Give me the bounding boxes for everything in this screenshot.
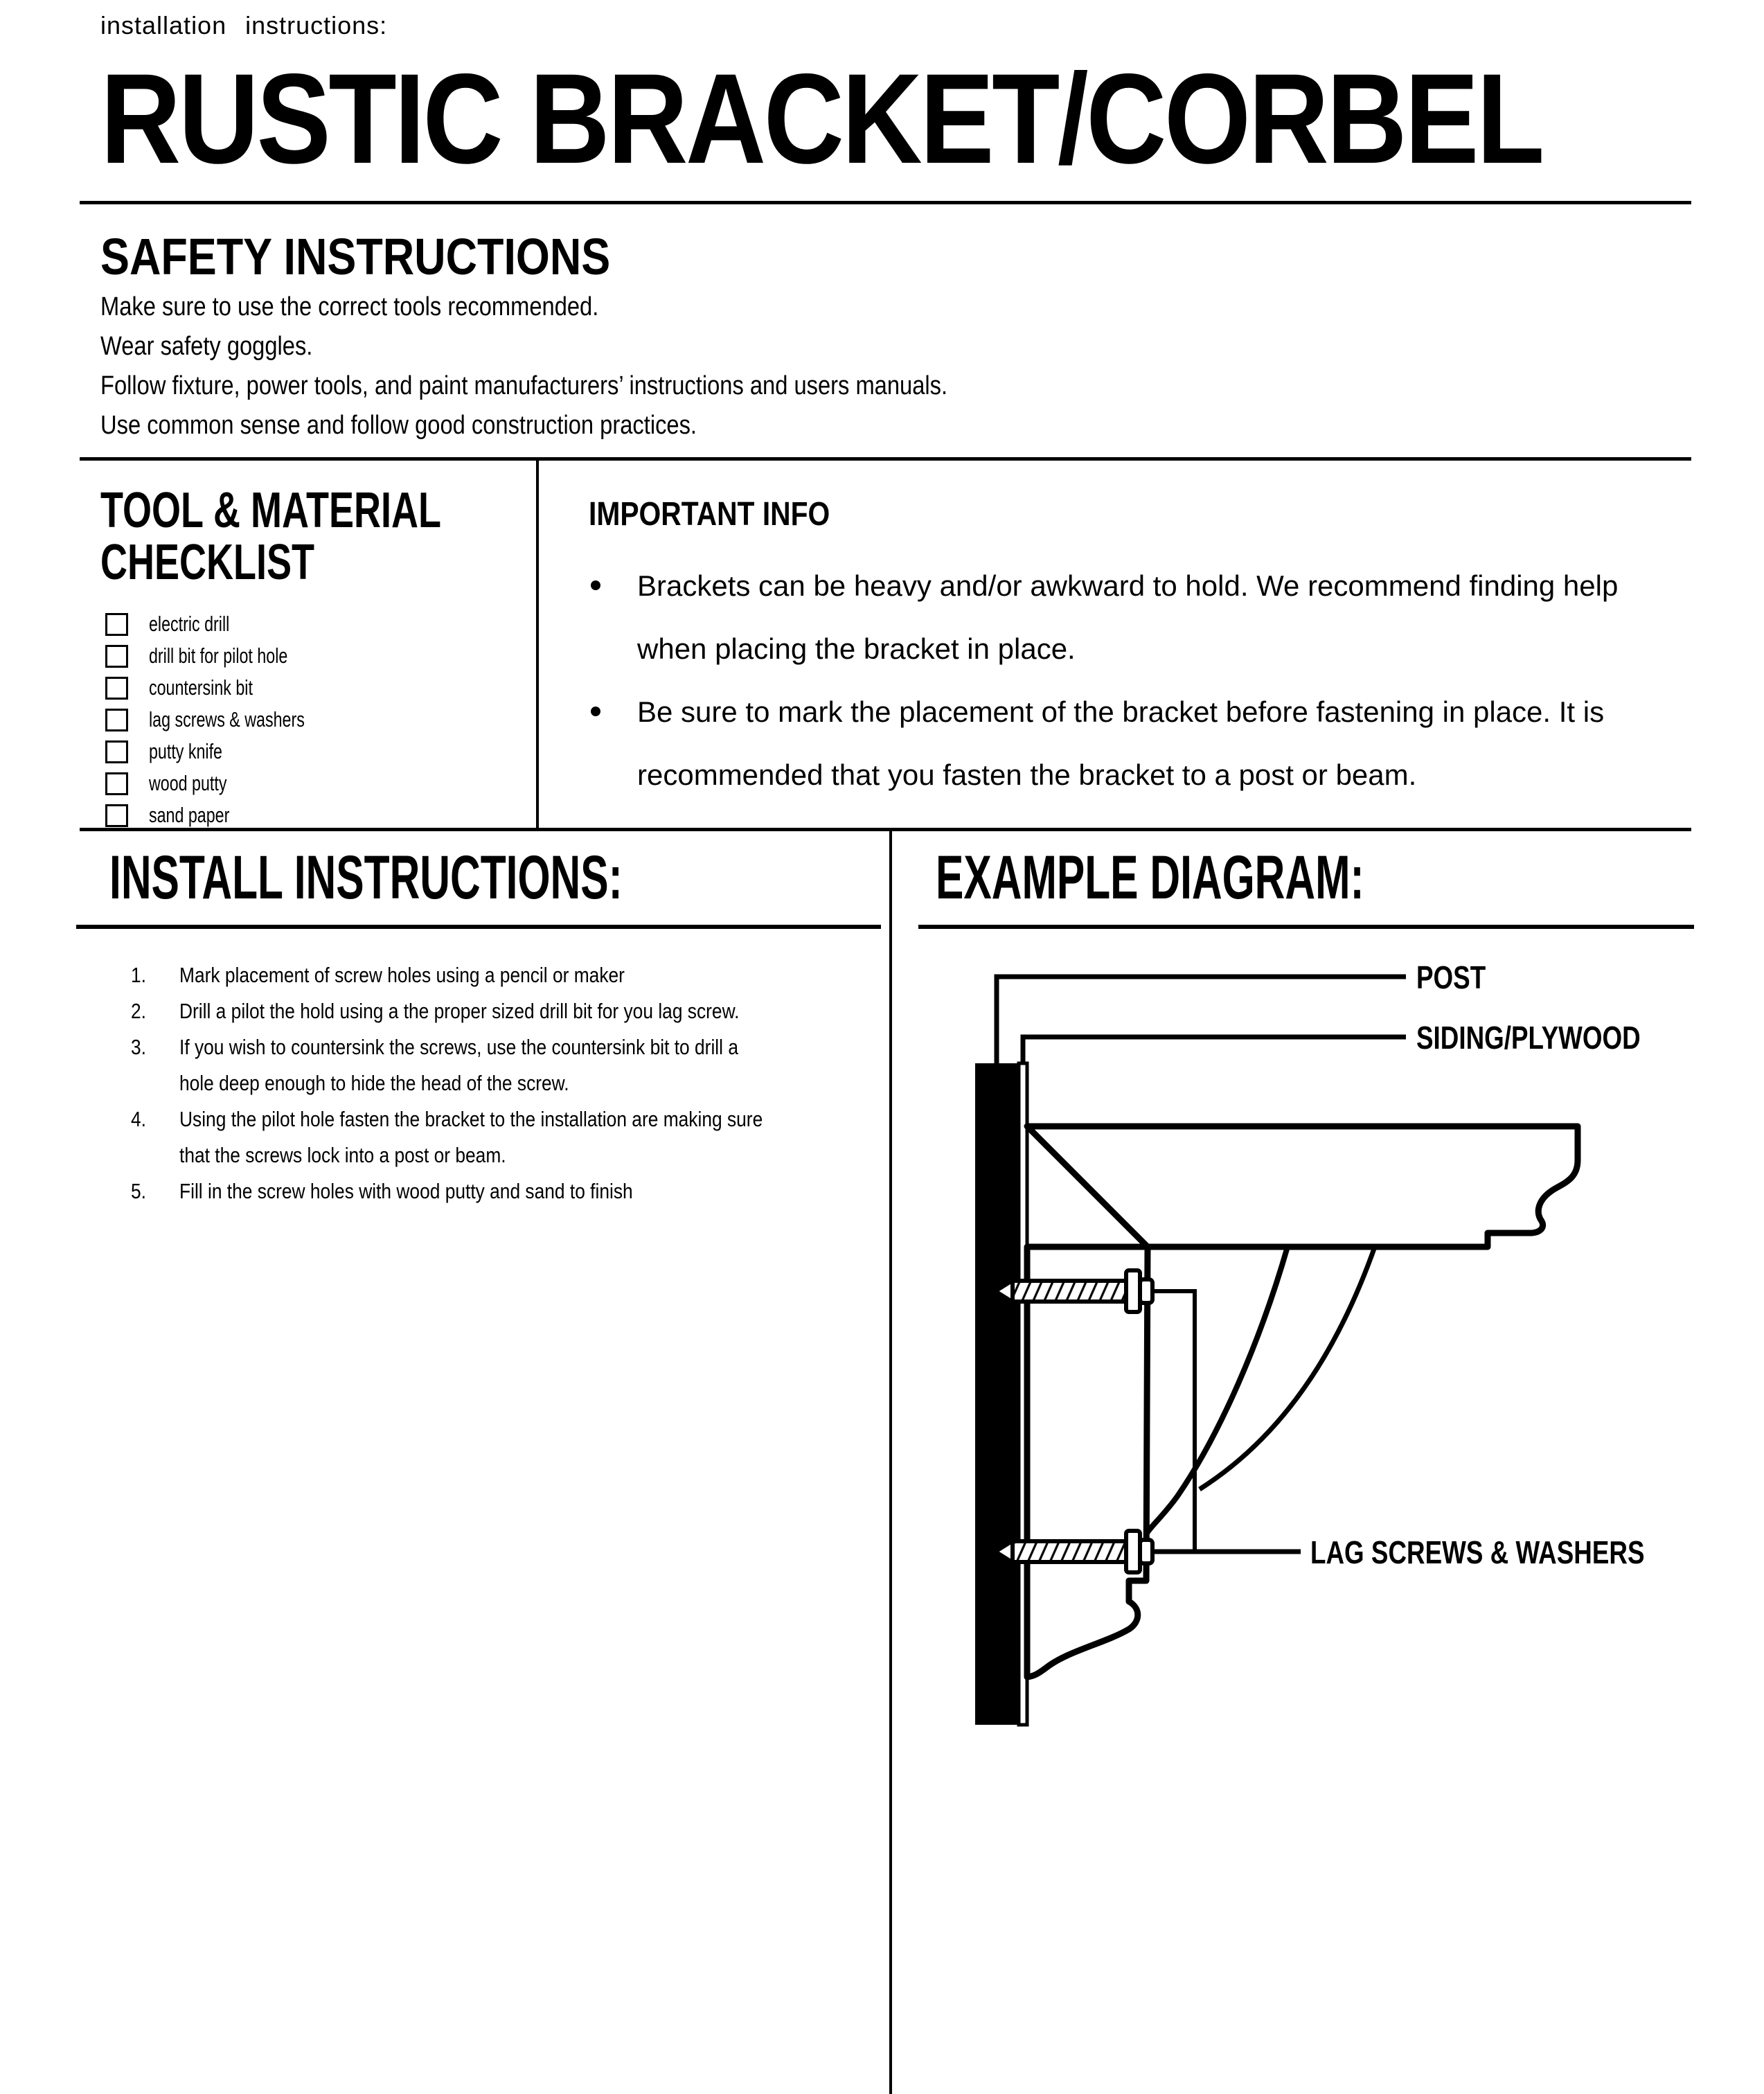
install-step	[131, 957, 879, 993]
step-number: 4.	[131, 1107, 146, 1131]
important-info-list	[589, 554, 1697, 806]
diagram-heading: EXAMPLE DIAGRAM:	[936, 842, 1364, 912]
step-number: 1.	[131, 963, 146, 987]
safety-line: Wear safety goggles.	[100, 332, 313, 361]
step-number: 5.	[131, 1179, 146, 1203]
eyebrow-text: installation instructions:	[100, 11, 388, 39]
checkbox-icon	[105, 677, 128, 700]
important-bullet	[589, 554, 1697, 680]
checklist-heading: TOOL & MATERIAL CHECKLIST	[100, 483, 441, 590]
checkbox-icon	[105, 740, 128, 763]
lag-screw-connector-line	[1152, 1291, 1195, 1552]
header-divider	[80, 201, 1691, 204]
lag-screws-label: LAG SCREWS & WASHERS	[1310, 1534, 1645, 1570]
bracket-diagram	[963, 949, 1731, 1746]
checkbox-icon	[105, 613, 128, 636]
checklist-item	[105, 799, 357, 831]
corbel-grain-curve	[1200, 1247, 1375, 1489]
checklist-item	[105, 672, 357, 704]
install-heading-underline	[76, 925, 881, 929]
step-text-line: If you wish to countersink the screws, use the countersink bit to drill a	[179, 1035, 738, 1059]
section-divider	[80, 828, 1691, 831]
checklist-item-label: sand paper	[149, 803, 230, 827]
safety-heading: SAFETY INSTRUCTIONS	[100, 228, 611, 285]
install-step	[131, 1029, 879, 1101]
install-heading: INSTALL INSTRUCTIONS:	[109, 842, 623, 912]
step-text-line: Drill a pilot the hold using a the proper sized drill bit for you lag screw.	[179, 999, 740, 1023]
checklist-item-label: wood putty	[149, 771, 227, 795]
checklist-item-label: lag screws & washers	[149, 707, 305, 731]
step-text-line: Using the pilot hole fasten the bracket to the installation are making sure	[179, 1107, 763, 1131]
post-bar	[975, 1063, 1018, 1725]
bullet-text-line: Be sure to mark the placement of the bracket before fastening in place. It is	[637, 695, 1605, 728]
checkbox-icon	[105, 804, 128, 827]
bullet-icon	[591, 707, 600, 716]
checklist-item-label: countersink bit	[149, 675, 253, 700]
post-leader-line	[997, 977, 1406, 1063]
install-steps	[131, 957, 879, 1209]
install-step	[131, 993, 879, 1029]
step-text-line: hole deep enough to hide the head of the screw.	[179, 1071, 569, 1095]
step-text-line: that the screws lock into a post or beam.	[179, 1143, 506, 1167]
checkbox-icon	[105, 772, 128, 795]
install-step	[131, 1173, 879, 1209]
checklist-item-label: electric drill	[149, 612, 230, 636]
step-number: 3.	[131, 1035, 146, 1059]
checklist-item	[105, 704, 357, 736]
checklist-item	[105, 736, 357, 767]
bullet-text-line: recommended that you fasten the bracket to a post or beam.	[637, 758, 1417, 791]
important-info-heading: IMPORTANT INFO	[589, 496, 830, 533]
checkbox-icon	[105, 709, 128, 731]
checklist-item	[105, 640, 357, 672]
diagram-heading-underline	[918, 925, 1694, 929]
safety-line: Use common sense and follow good construction practices.	[100, 411, 697, 440]
post-label: POST	[1416, 959, 1486, 995]
siding-leader-line	[1023, 1037, 1406, 1063]
important-bullet	[589, 680, 1697, 806]
safety-line: Make sure to use the correct tools recommended.	[100, 292, 599, 321]
step-number: 2.	[131, 999, 146, 1023]
checklist-item	[105, 608, 357, 640]
safety-divider	[80, 457, 1691, 461]
column-divider-bottom	[889, 828, 892, 2094]
step-text-line: Mark placement of screw holes using a pencil or maker	[179, 963, 625, 987]
bullet-text-line: when placing the bracket in place.	[637, 632, 1076, 665]
checkbox-icon	[105, 645, 128, 668]
step-text-line: Fill in the screw holes with wood putty and sand to finish	[179, 1179, 633, 1203]
checklist-item	[105, 767, 357, 799]
safety-line: Follow fixture, power tools, and paint manufacturers’ instructions and users manuals.	[100, 371, 948, 400]
checklist-item-label: drill bit for pilot hole	[149, 644, 288, 668]
column-divider-top	[536, 457, 539, 829]
bullet-icon	[591, 580, 600, 590]
tool-checklist	[105, 608, 357, 831]
bracket-top-board	[1027, 1126, 1578, 1247]
install-step	[131, 1101, 879, 1173]
checklist-item-label: putty knife	[149, 739, 222, 763]
safety-text	[100, 287, 1085, 445]
siding-label: SIDING/PLYWOOD	[1416, 1020, 1641, 1056]
page-title: RUSTIC BRACKET/CORBEL	[100, 48, 1542, 190]
bullet-text-line: Brackets can be heavy and/or awkward to hold. We recommend finding help	[637, 569, 1619, 602]
